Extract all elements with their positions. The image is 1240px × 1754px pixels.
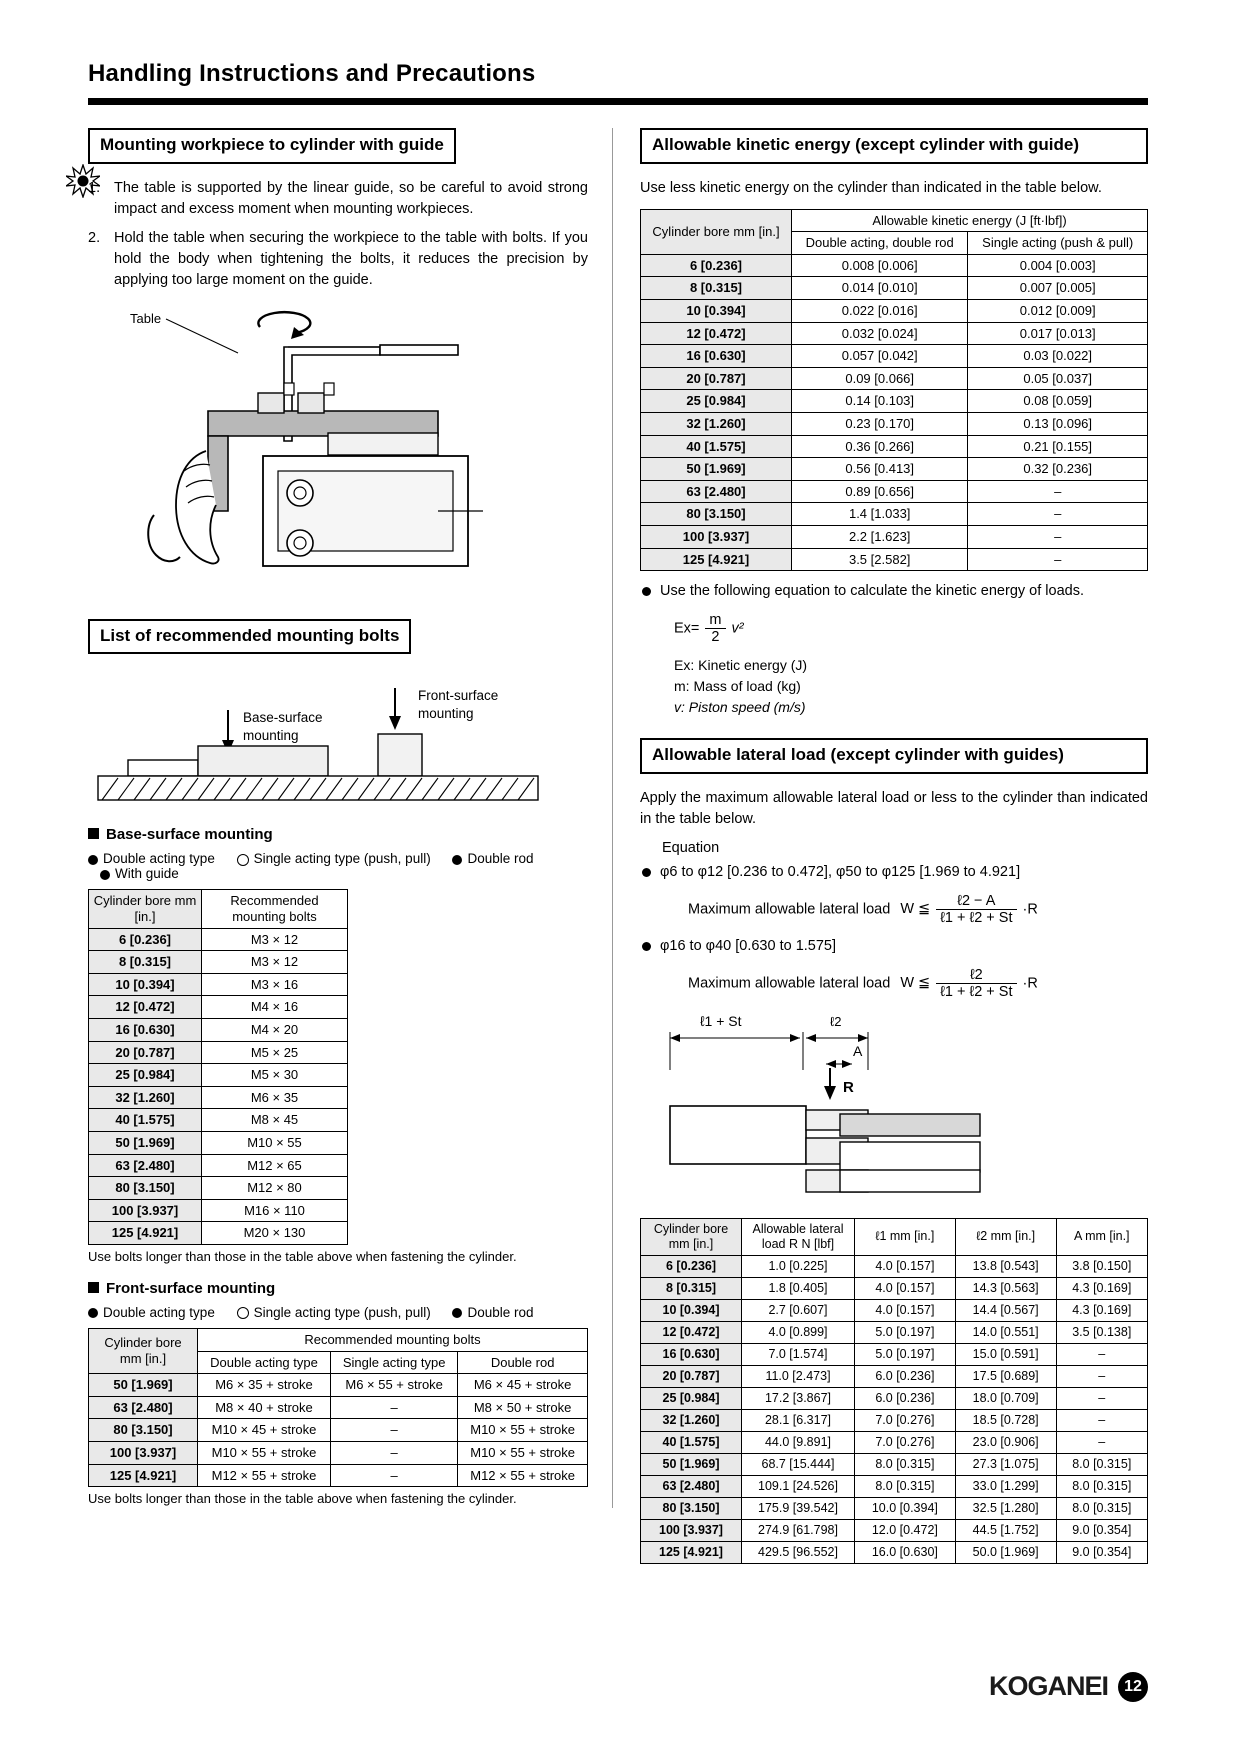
lateral-load-case-1	[640, 862, 1148, 883]
table-row: 6 [0.236] 0.008 [0.006] 0.004 [0.003]	[641, 254, 1148, 277]
equation-legend-kinetic-energy: Ex: Kinetic energy (J) m: Mass of load (kg) v: Piston speed (m/s)	[674, 657, 808, 716]
table-row: 50 [1.969] M6 × 35 + stroke M6 × 55 + stroke M6 × 45 + stroke	[89, 1374, 588, 1397]
table-row: 40 [1.575] M8 × 45	[89, 1109, 348, 1132]
table-row: 20 [0.787] M5 × 25	[89, 1041, 348, 1064]
table-row: 12 [0.472] M4 × 16	[89, 996, 348, 1019]
filled-dot-icon	[452, 1308, 462, 1318]
section-heading-recommended-bolts: List of recommended mounting bolts	[88, 619, 411, 655]
figure-lateral-load	[640, 1010, 1148, 1200]
table-row: 125 [4.921] M20 × 130	[89, 1222, 348, 1245]
table-row: 6 [0.236] 1.0 [0.225] 4.0 [0.157] 13.8 [0.543] 3.8 [0.150]	[641, 1255, 1148, 1277]
table-row: 125 [4.921] 429.5 [96.552] 16.0 [0.630] 50.0 [1.969] 9.0 [0.354]	[641, 1541, 1148, 1563]
table-row: 16 [0.630] 7.0 [1.574] 5.0 [0.197] 15.0 [0.591] –	[641, 1343, 1148, 1365]
table-row: 25 [0.984] 17.2 [3.867] 6.0 [0.236] 18.0 [0.709] –	[641, 1387, 1148, 1409]
open-dot-icon	[237, 1307, 249, 1319]
table-row: 10 [0.394] M3 × 16	[89, 973, 348, 996]
list-item: 1. The table is supported by the linear guide, so be careful to avoid strong impact and excess moment when mounting workpieces.	[88, 179, 588, 217]
table-row: 10 [0.394] 2.7 [0.607] 4.0 [0.157] 14.4 [0.567] 4.3 [0.169]	[641, 1299, 1148, 1321]
table-front-surface-bolts: Cylinder bore mm [in.] Recommended mounting bolts Double acting type Single acting type Double rod 50 [1.969] M6 × 35 + stroke M6 × 55 + stroke M6 × 45 + stroke 63 [2.480] M8 × 40 + stroke – M8 × 50 + stroke 80 [3.150] M10 × 45 + stroke – M10 × 55 + stroke 100 [3.937] M10 × 55 + stroke – M10 × 55 + stroke 125 [4.921] M12 × 55 + stroke – M12 × 55 + stroke	[88, 1328, 588, 1487]
list-item: φ6 to φ12 [0.236 to 0.472], φ50 to φ125 [1.969 to 4.921]	[640, 862, 1148, 883]
table-row: 16 [0.630] M4 × 20	[89, 1019, 348, 1042]
lateral-load-case-2	[640, 936, 1148, 957]
table-row: 100 [3.937] 274.9 [61.798] 12.0 [0.472] 44.5 [1.752] 9.0 [0.354]	[641, 1519, 1148, 1541]
table-row: 25 [0.984] 0.14 [0.103] 0.08 [0.059]	[641, 390, 1148, 413]
table-row: 50 [1.969] M10 × 55	[89, 1131, 348, 1154]
square-bullet-icon	[88, 828, 99, 839]
footer	[989, 1671, 1148, 1702]
table-row: 125 [4.921] 3.5 [2.582] –	[641, 548, 1148, 571]
table-row: 100 [3.937] 2.2 [1.623] –	[641, 526, 1148, 549]
table-row: 80 [3.150] M12 × 80	[89, 1177, 348, 1200]
table-row: 32 [1.260] 0.23 [0.170] 0.13 [0.096]	[641, 413, 1148, 436]
equation-label: Equation	[662, 839, 720, 856]
table-row: 100 [3.937] M16 × 110	[89, 1199, 348, 1222]
table-row: 8 [0.315] 0.014 [0.010] 0.007 [0.005]	[641, 277, 1148, 300]
table-row: 40 [1.575] 44.0 [9.891] 7.0 [0.276] 23.0 [0.906] –	[641, 1431, 1148, 1453]
table-row: 125 [4.921] M12 × 55 + stroke – M12 × 55 + stroke	[89, 1464, 588, 1487]
label-base-surface-mounting: Base-surface	[243, 710, 323, 726]
table-row: 63 [2.480] 109.1 [24.526] 8.0 [0.315] 33.0 [1.299] 8.0 [0.315]	[641, 1475, 1148, 1497]
mounting-instructions-list	[88, 178, 588, 291]
list-item: φ16 to φ40 [0.630 to 1.575]	[640, 936, 1148, 957]
page-title: Handling Instructions and Precautions	[88, 60, 536, 87]
diagram-label-l2: ℓ2	[830, 1013, 842, 1029]
legend-base-surface: Double acting type Single acting type (push, pull) Double rod With guide	[88, 851, 588, 881]
title-rule	[88, 98, 1148, 105]
intro-lateral-load: Apply the maximum allowable lateral load or less to the cylinder than indicated in the table below.	[640, 789, 1148, 827]
table-row: 50 [1.969] 68.7 [15.444] 8.0 [0.315] 27.3 [1.075] 8.0 [0.315]	[641, 1453, 1148, 1475]
table-row: 63 [2.480] M12 × 65	[89, 1154, 348, 1177]
table-row: 8 [0.315] 1.8 [0.405] 4.0 [0.157] 14.3 [0.563] 4.3 [0.169]	[641, 1277, 1148, 1299]
table-row: 20 [0.787] 11.0 [2.473] 6.0 [0.236] 17.5 [0.689] –	[641, 1365, 1148, 1387]
table-row: 80 [3.150] 175.9 [39.542] 10.0 [0.394] 32.5 [1.280] 8.0 [0.315]	[641, 1497, 1148, 1519]
table-row: 20 [0.787] 0.09 [0.066] 0.05 [0.037]	[641, 367, 1148, 390]
table-allowable-kinetic-energy: Cylinder bore mm [in.] Allowable kinetic energy (J [ft·lbf]) Double acting, double rod Single acting (push & pull) 6 [0.236] 0.008 [0.006] 0.004 [0.003] 8 [0.315] 0.014 [0.010] 0.007 [0.005] 10 [0.394] 0.022 [0.016] 0.012 [0.009] 12 [0.472] 0.032 [0.024] 0.017 [0.013] 16 [0.630] 0.057 [0.042] 0.03 [0.022] 20 [0.787] 0.09 [0.066] 0.05 [0.037] 25 [0.984] 0.14 [0.103] 0.08 [0.059] 32 [1.260] 0.23 [0.170] 0.13 [0.096] 40 [1.575] 0.36 [0.266] 0.21 [0.155] 50 [1.969] 0.56 [0.413] 0.32 [0.236] 63 [2.480] 0.89 [0.656] – 80 [3.150] 1.4 [1.033] – 100 [3.937] 2.2 [1.623] – 125 [4.921] 3.5 [2.582] –	[640, 209, 1148, 572]
table-row: 50 [1.969] 0.56 [0.413] 0.32 [0.236]	[641, 458, 1148, 481]
filled-dot-icon	[88, 1308, 98, 1318]
table-row: 16 [0.630] 0.057 [0.042] 0.03 [0.022]	[641, 345, 1148, 368]
equation-case-1: Maximum allowable lateral load W ≦ $\frac{\text{ℓ2 − A}}{\text{ℓ1 + ℓ2 + St}}$ ·R	[688, 892, 1038, 926]
table-row: 10 [0.394] 0.022 [0.016] 0.012 [0.009]	[641, 300, 1148, 323]
table-row: 32 [1.260] 28.1 [6.317] 7.0 [0.276] 18.5 [0.728] –	[641, 1409, 1148, 1431]
list-item: Use the following equation to calculate the kinetic energy of loads.	[640, 581, 1148, 602]
note-front-surface: Use bolts longer than those in the table above when fastening the cylinder.	[88, 1491, 517, 1507]
figure-mounting-workpiece	[88, 301, 588, 601]
page-number: 12	[1118, 1672, 1148, 1702]
right-column	[640, 128, 1148, 1564]
diagram-label-a: A	[853, 1042, 863, 1059]
table-row: 63 [2.480] M8 × 40 + stroke – M8 × 50 + stroke	[89, 1396, 588, 1419]
table-row: 6 [0.236] M3 × 12	[89, 928, 348, 951]
svg-text:mounting: mounting	[243, 728, 299, 744]
intro-kinetic-energy: Use less kinetic energy on the cylinder than indicated in the table below.	[640, 179, 1102, 196]
legend-front-surface: Double acting type Single acting type (push, pull) Double rod	[88, 1305, 588, 1320]
open-dot-icon	[237, 854, 249, 866]
svg-text:mounting: mounting	[418, 706, 474, 722]
note-base-surface: Use bolts longer than those in the table above when fastening the cylinder.	[88, 1248, 517, 1264]
table-row: 63 [2.480] 0.89 [0.656] –	[641, 480, 1148, 503]
equation-case-2: Maximum allowable lateral load W ≦ $\frac{\text{ℓ2}}{\text{ℓ1 + ℓ2 + St}}$ ·R	[688, 966, 1038, 1000]
left-column	[88, 128, 588, 1522]
figure-mounting-surfaces	[88, 678, 588, 808]
bullets-kinetic-energy	[640, 581, 1148, 602]
table-row: 100 [3.937] M10 × 55 + stroke – M10 × 55 + stroke	[89, 1441, 588, 1464]
table-row: 12 [0.472] 0.032 [0.024] 0.017 [0.013]	[641, 322, 1148, 345]
table-row: 80 [3.150] M10 × 45 + stroke – M10 × 55 + stroke	[89, 1419, 588, 1442]
subheading-front-surface-mounting: Front-surface mounting	[88, 1280, 588, 1297]
table-row: 80 [3.150] 1.4 [1.033] –	[641, 503, 1148, 526]
table-base-surface-bolts: Cylinder bore mm [in.] Recommended mounting bolts 6 [0.236] M3 × 12 8 [0.315] M3 × 12 10 [0.394] M3 × 16 12 [0.472] M4 × 16 16 [0.630] M4 × 20 20 [0.787] M5 × 25 25 [0.984] M5 × 30 32 [1.260] M6 × 35 40 [1.575] M8 × 45 50 [1.969] M10 × 55 63 [2.480] M12 × 65 80 [3.150] M12 × 80 100 [3.937] M16 × 110 125 [4.921] M20 × 130	[88, 889, 348, 1245]
table-allowable-lateral-load: Cylinder bore mm [in.] Allowable lateral load R N [lbf] ℓ1 mm [in.] ℓ2 mm [in.] A mm [in.] 6 [0.236] 1.0 [0.225] 4.0 [0.157] 13.8 [0.543] 3.8 [0.150] 8 [0.315] 1.8 [0.405] 4.0 [0.157] 14.3 [0.563] 4.3 [0.169] 10 [0.394] 2.7 [0.607] 4.0 [0.157] 14.4 [0.567] 4.3 [0.169] 12 [0.472] 4.0 [0.899] 5.0 [0.197] 14.0 [0.551] 3.5 [0.138] 16 [0.630] 7.0 [1.574] 5.0 [0.197] 15.0 [0.591] – 20 [0.787] 11.0 [2.473] 6.0 [0.236] 17.5 [0.689] – 25 [0.984] 17.2 [3.867] 6.0 [0.236] 18.0 [0.709] – 32 [1.260] 28.1 [6.317] 7.0 [0.276] 18.5 [0.728] – 40 [1.575] 44.0 [9.891] 7.0 [0.276] 23.0 [0.906] – 50 [1.969] 68.7 [15.444] 8.0 [0.315] 27.3 [1.075] 8.0 [0.315] 63 [2.480] 109.1 [24.526] 8.0 [0.315] 33.0 [1.299] 8.0 [0.315] 80 [3.150] 175.9 [39.542] 10.0 [0.394] 32.5 [1.280] 8.0 [0.315] 100 [3.937] 274.9 [61.798] 12.0 [0.472] 44.5 [1.752] 9.0 [0.354] 125 [4.921] 429.5 [96.552] 16.0 [0.630] 50.0 [1.969] 9.0 [0.354]	[640, 1218, 1148, 1564]
diagram-label-r: R	[843, 1078, 854, 1096]
table-row: 12 [0.472] 4.0 [0.899] 5.0 [0.197] 14.0 [0.551] 3.5 [0.138]	[641, 1321, 1148, 1343]
figure-label-table: Table	[130, 310, 162, 326]
table-row: 25 [0.984] M5 × 30	[89, 1064, 348, 1087]
table-row: 8 [0.315] M3 × 12	[89, 951, 348, 974]
square-bullet-icon	[88, 1282, 99, 1293]
filled-dot-icon	[452, 855, 462, 865]
section-heading-lateral-load: Allowable lateral load (except cylinder with guides)	[640, 738, 1148, 774]
equation-kinetic-energy: Ex= $\frac{m}{2}$ v²	[674, 612, 744, 646]
label-front-surface-mounting: Front-surface	[418, 688, 499, 704]
list-item: 2. Hold the table when securing the workpiece to the table with bolts. If you hold the body when tightening the bolts, it reduces the precision by applying too large moment on the guide.	[88, 229, 588, 288]
section-heading-mounting-workpiece: Mounting workpiece to cylinder with guide	[88, 128, 456, 164]
section-heading-kinetic-energy: Allowable kinetic energy (except cylinder with guide)	[640, 128, 1148, 164]
filled-dot-icon	[100, 870, 110, 880]
diagram-label-l1-st: ℓ1 + St	[700, 1012, 742, 1029]
table-row: 32 [1.260] M6 × 35	[89, 1086, 348, 1109]
table-row: 40 [1.575] 0.36 [0.266] 0.21 [0.155]	[641, 435, 1148, 458]
filled-dot-icon	[88, 855, 98, 865]
column-divider	[612, 128, 613, 1508]
subheading-base-surface-mounting: Base-surface mounting	[88, 826, 588, 843]
brand-logo: KOGANEI	[988, 1671, 1108, 1701]
